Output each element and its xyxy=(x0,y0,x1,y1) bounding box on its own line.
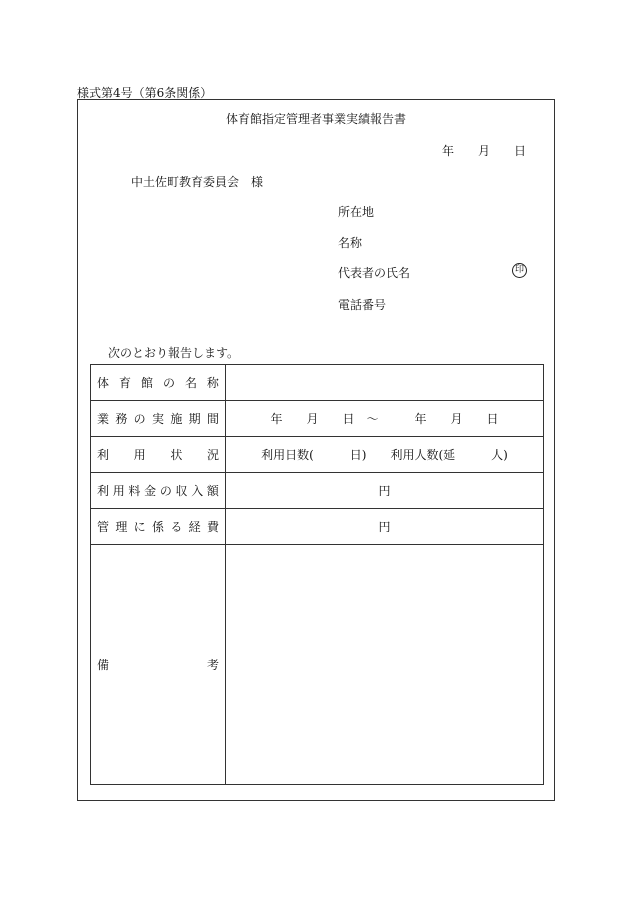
label-char: 経 xyxy=(188,520,201,534)
revenue-value: 円 xyxy=(226,473,544,509)
representative-name-label: 代表者の氏名 xyxy=(338,266,411,280)
label-char: の xyxy=(162,376,175,390)
label-char: 収 xyxy=(175,484,188,498)
label-char: 管 xyxy=(97,520,110,534)
label-char: 称 xyxy=(206,376,219,390)
row-label-cell xyxy=(91,473,226,509)
label-char: 育 xyxy=(118,376,131,390)
label-char: 間 xyxy=(206,412,219,426)
label-char: 金 xyxy=(144,484,157,498)
label-char: 実 xyxy=(151,412,164,426)
table-row xyxy=(91,509,544,545)
label-char: 係 xyxy=(151,520,164,534)
row-label-cell xyxy=(91,509,226,545)
label-char: 利 xyxy=(97,484,110,498)
table-row xyxy=(91,437,544,473)
label-char: 額 xyxy=(206,484,219,498)
intro-text: 次のとおり報告します。 xyxy=(108,346,240,360)
label-char: 考 xyxy=(206,658,219,672)
label-char: 料 xyxy=(128,484,141,498)
label-char: 用 xyxy=(112,484,125,498)
label-char: 状 xyxy=(170,448,183,462)
label-char: 業 xyxy=(97,412,110,426)
spread-label xyxy=(97,518,219,535)
date-line: 年 月 日 xyxy=(441,144,526,158)
report-table xyxy=(90,364,544,785)
label-char: 施 xyxy=(170,412,183,426)
notes-value xyxy=(226,545,544,785)
spread-label xyxy=(97,656,219,673)
row-label-cell xyxy=(91,401,226,437)
table-row xyxy=(91,401,544,437)
addressee: 中土佐町教育委員会 様 xyxy=(131,175,264,189)
seal-mark-icon: 印 xyxy=(512,263,527,278)
period-value: 年 月 日 ～ 年 月 日 xyxy=(226,401,544,437)
label-char: 備 xyxy=(97,658,110,672)
label-char: 体 xyxy=(97,376,110,390)
label-char: の xyxy=(133,412,146,426)
label-char: 費 xyxy=(206,520,219,534)
label-char: 利 xyxy=(97,448,110,462)
report-form-frame xyxy=(77,99,555,801)
row-label-cell xyxy=(91,365,226,401)
label-char: 館 xyxy=(140,376,153,390)
facility-name-value xyxy=(226,365,544,401)
label-char: 入 xyxy=(191,484,204,498)
usage-value: 利用日数( 日) 利用人数(延 人) xyxy=(226,437,544,473)
form-number-label: 様式第4号（第6条関係） xyxy=(77,86,213,100)
label-char: る xyxy=(170,520,183,534)
label-char: に xyxy=(133,520,146,534)
label-char: 理 xyxy=(115,520,128,534)
label-char: の xyxy=(159,484,172,498)
spread-label xyxy=(97,374,219,391)
address-label: 所在地 xyxy=(338,205,375,219)
row-label-cell xyxy=(91,437,226,473)
spread-label xyxy=(97,410,219,427)
expense-value: 円 xyxy=(226,509,544,545)
table-row xyxy=(91,365,544,401)
label-char: 名 xyxy=(184,376,197,390)
organization-name-label: 名称 xyxy=(338,236,363,250)
notes-label-cell xyxy=(91,545,226,785)
label-char: 況 xyxy=(206,448,219,462)
label-char: 務 xyxy=(115,412,128,426)
table-row xyxy=(91,473,544,509)
phone-number-label: 電話番号 xyxy=(338,298,387,312)
label-char: 期 xyxy=(188,412,201,426)
spread-label xyxy=(97,482,219,499)
document-title: 体育館指定管理者事業実績報告書 xyxy=(225,112,406,126)
spread-label xyxy=(97,446,219,463)
table-row xyxy=(91,545,544,785)
label-char: 用 xyxy=(133,448,146,462)
